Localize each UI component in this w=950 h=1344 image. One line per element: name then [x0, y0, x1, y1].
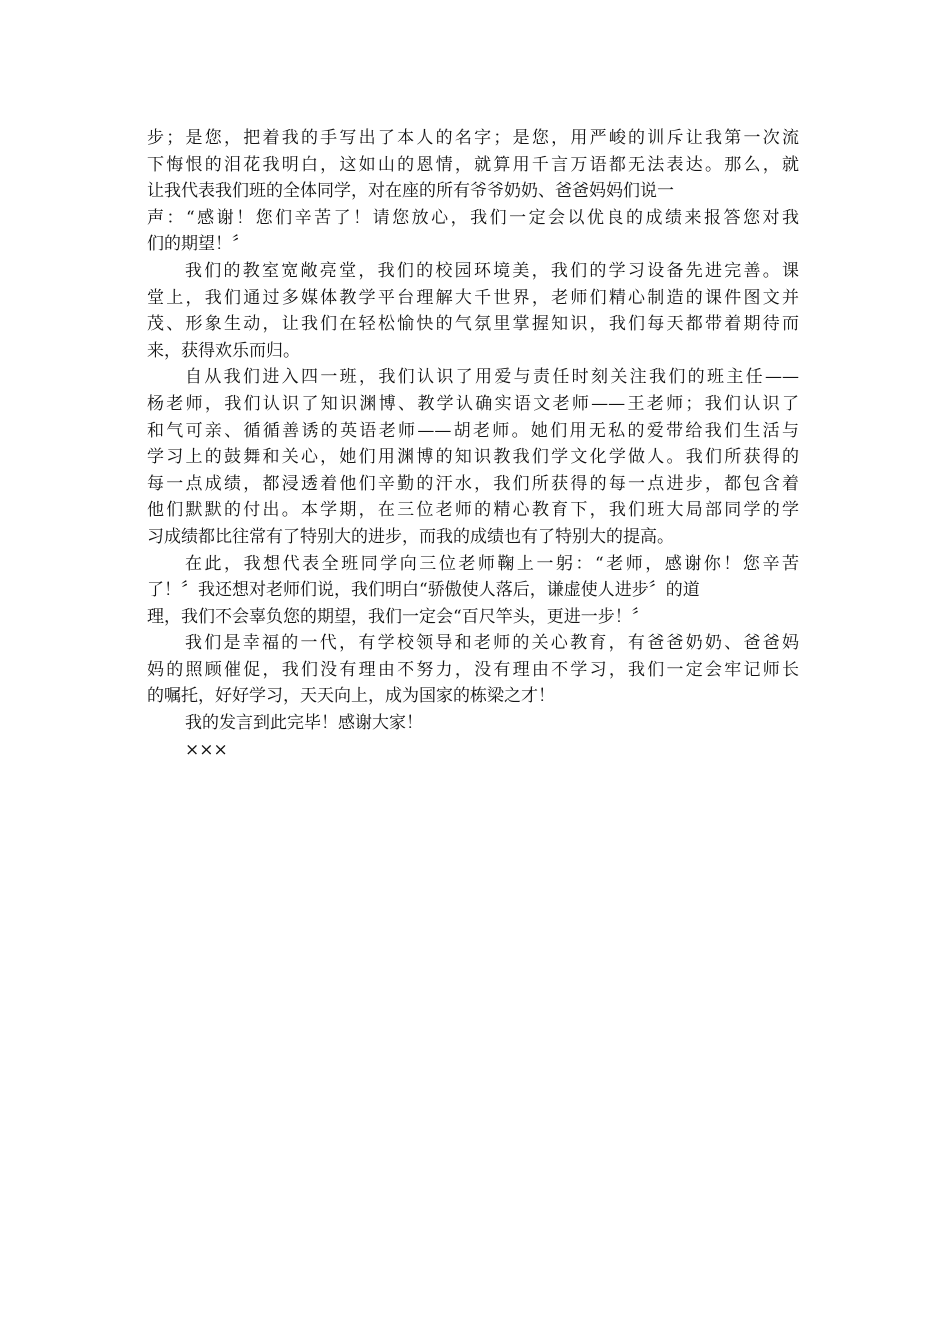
- text-line: 杨老师，我们认识了知识渊博、教学认确实语文老师——王老师；我们认识了: [147, 393, 799, 414]
- text-line: 理，我们不会辜负您的期望，我们一定会“百尺竿头，更进一步！〞: [147, 606, 649, 627]
- text-line: 茂、形象生动，让我们在轻松愉快的气氛里掌握知识，我们每天都带着期待而: [147, 314, 799, 335]
- text-line: 下悔恨的泪花我明白，这如山的恩情，就算用千言万语都无法表达。那么，就: [147, 154, 799, 175]
- text-line: 步；是您，把着我的手写出了本人的名字；是您，用严峻的训斥让我第一次流: [147, 128, 799, 148]
- closing-line: 我的发言到此完毕！感谢大家！: [185, 713, 423, 734]
- text-line: 们的期望！〞: [147, 234, 249, 255]
- text-line: 妈的照顾催促，我们没有理由不努力，没有理由不学习，我们一定会牢记师长: [147, 659, 799, 680]
- paragraph-start-line: 自从我们进入四一班，我们认识了用爱与责任时刻关注我们的班主任——: [185, 367, 799, 388]
- paragraph-start-line: 我们的教室宽敞亮堂，我们的校园环境美，我们的学习设备先进完善。课: [185, 260, 799, 281]
- text-line: 每一点成绩，都浸透着他们辛勤的汗水，我们所获得的每一点进步，都包含着: [147, 473, 799, 494]
- text-line: 堂上，我们通过多媒体教学平台理解大千世界，老师们精心制造的课件图文并: [147, 287, 799, 308]
- text-line: 和气可亲、循循善诱的英语老师——胡老师。她们用无私的爱带给我们生活与: [147, 420, 799, 441]
- text-line: 声：“感谢！您们辛苦了！请您放心，我们一定会以优良的成绩来报答您对我: [147, 207, 799, 228]
- document-body: [147, 125, 799, 763]
- text-line: 的嘱托，好好学习，天天向上，成为国家的栋梁之才！: [147, 686, 555, 707]
- paragraph-start-line: 在此，我想代表全班同学向三位老师鞠上一躬：“老师，感谢你！您辛苦: [185, 553, 799, 574]
- text-line: 让我代表我们班的全体同学，对在座的所有爷爷奶奶、爸爸妈妈们说一: [147, 181, 674, 202]
- paragraph-start-line: 我们是幸福的一代，有学校领导和老师的关心教育，有爸爸奶奶、爸爸妈: [185, 633, 799, 654]
- text-line: 了！〞我还想对老师们说，我们明白“骄傲使人落后，谦虚使人进步〞的道: [147, 580, 700, 601]
- text-line: 学习上的鼓舞和关心，她们用渊博的知识教我们学文化学做人。我们所获得的: [147, 447, 799, 468]
- text-line: 习成绩都比往常有了特别大的进步，而我的成绩也有了特别大的提高。: [147, 526, 674, 547]
- signature-line: ×××: [185, 739, 228, 760]
- text-line: 来，获得欢乐而归。: [147, 340, 300, 361]
- text-line: 他们默默的付出。本学期，在三位老师的精心教育下，我们班大局部同学的学: [147, 500, 799, 521]
